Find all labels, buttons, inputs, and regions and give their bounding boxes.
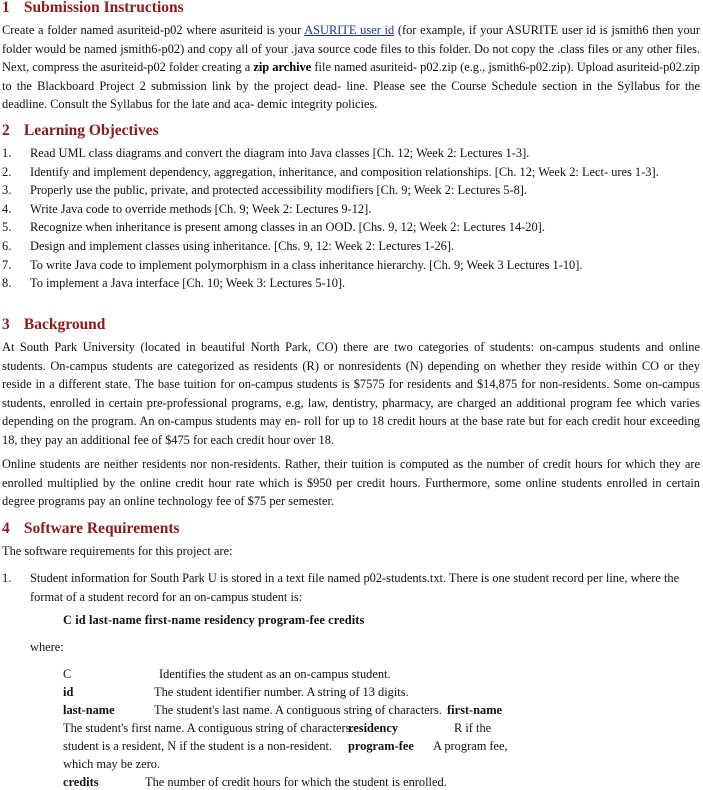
objective-item [2,200,700,219]
objective-text: Properly use the public, private, and protected accessibility modifiers [Ch. 9; Week 2: Lectures 5-8]. [30,183,528,198]
objective-item [2,237,700,256]
field-desc-first-name: The student's first name. A contiguous string of characters. [63,721,354,735]
field-name-c: C [63,667,72,681]
section-heading-objectives [2,122,159,140]
requirement-item-1 [2,569,702,606]
background-paragraph-1: At South Park University (located in beautiful North Park, CO) there are two categories of students: on-campus students and online students. On-campus students are categorized as residents (R) or nonresidents (N) depending on whether they reside within CO or they reside in a different state. The base tuition for on-campus students is $7575 for residents and $14,875 for non-residents. Some on-campus students, enrolled in certain pre-professional programs, e.g, law, dentistry, pharmacy, are charged an additional program fee which varies depending on the program. An on-campus students may en- roll for up to 18 credit hours at the base rate but for each credit hour exceeding 18, they pay an additional fee of $475 for each credit hour over 18. [2,340,700,447]
section-heading-submission [2,0,184,17]
field-name-first-name: first-name [447,703,503,717]
objective-item [2,274,700,293]
section-number: 4 [2,520,10,537]
section-title: Learning Objectives [23,122,159,139]
section-number: 3 [2,316,10,333]
objectives-list [2,144,700,293]
submission-text-middle: (for example, if your ASURITE user id is jsmith6 then your folder would be named jsmith6-p02) and copy all of your .java source code files to this folder. Do not copy the .class files or any other files. Next, compress the asuriteid-p02 folder creating a [2,23,700,75]
where-label: where: [30,640,64,654]
objective-item [2,181,700,200]
requirements-intro: The software requirements for this project are: [2,544,233,558]
requirement-number: 1. [2,571,12,585]
field-desc-residency-rest: student is a resident, N if the student is a non-resident. [63,739,333,753]
background-paragraph-2: Online students are neither residents nor non-residents. Rather, their tuition is computed as the number of credit hours for which they are enrolled multiplied by the online credit hour rate which is $950 per credit hours. Furthermore, some online students enrolled in certain degree programs pay an online technology fee of $75 per semester. [2,457,700,509]
objective-text: To write Java code to implement polymorphism in a class inheritance hierarchy. [Ch. 9; Week 3 Lectures 1-10]. [30,257,583,272]
field-desc-c: Identifies the student as an on-campus student. [159,667,391,681]
section-heading-background [2,316,105,334]
objective-text: Read UML class diagrams and convert the diagram into Java classes [Ch. 12; Week 2: Lectures 1-3]. [30,146,530,160]
field-name-last-name: last-name [63,703,115,717]
objective-number: 2. [2,164,12,179]
field-desc-credits: The number of credit hours for which the student is enrolled. [145,775,447,789]
submission-text-start: Create a folder named asuriteid-p02 where asuriteid is your [2,23,305,37]
section-title: Background [23,316,106,333]
objective-item [2,218,700,237]
section-title: Software Requirements [23,520,180,537]
objective-number: 7. [2,257,12,272]
field-desc-residency-start: R if the [454,721,492,735]
objective-item [2,256,700,275]
objective-text: Write Java code to override methods [Ch. 9; Week 2: Lectures 9-12]. [30,201,372,216]
objective-text: Design and implement classes using inheritance. [Chs. 9, 12: Week 2: Lectures 1-26]. [30,238,455,253]
submission-text-end: file named asuriteid- p02.zip (e.g., jsmith6-p02.zip). Upload asuriteid-p02.zip to the Blackboard Project 2 submission link by the project dead- line. Please see the Course Schedule section in the Syllabus for the deadline. Consult the Syllabus for the late and aca- demic integrity policies. [2,60,700,112]
objective-text: Identify and implement dependency, aggregation, inheritance, and composition relationships. [Ch. 12; Week 2: Lect- ures 1-3]. [30,164,659,179]
field-desc-id: The student identifier number. A string of 13 digits. [154,685,409,699]
field-name-credits: credits [63,775,99,789]
asurite-user-id-link[interactable]: ASURITE user id [304,23,395,37]
field-desc-program-fee-rest: which may be zero. [63,757,161,771]
field-name-program-fee: program-fee [348,739,414,753]
objective-number: 4. [2,201,12,216]
objective-number: 5. [2,220,12,235]
section-number: 1 [2,0,10,16]
objective-item [2,163,700,182]
section-number: 2 [2,122,10,139]
section-title: Submission Instructions [23,0,184,16]
field-desc-program-fee-start: A program fee, [433,739,508,753]
objective-item [2,144,700,163]
objective-number: 6. [2,238,12,253]
objective-number: 8. [2,276,12,291]
requirement-text: Student information for South Park U is stored in a text file named p02-students.txt. There is one student record per line, where the format of a student record for an on-campus student is: [30,571,680,604]
objective-number: 3. [2,183,12,198]
field-desc-last-name: The student's last name. A contiguous string of characters. [154,703,442,717]
section-heading-software-requirements [2,520,180,538]
zip-archive-bold: zip archive [253,60,312,75]
submission-paragraph [2,21,700,114]
field-name-id: id [63,685,74,699]
objective-text: To implement a Java interface [Ch. 10; Week 3: Lectures 5-10]. [30,276,346,291]
objective-text: Recognize when inheritance is present among classes in an OOD. [Chs. 9, 12; Week 2: Lectures 14-20]. [30,220,545,235]
objective-number: 1. [2,146,12,160]
record-format: C id last-name first-name residency program-fee credits [63,613,365,627]
field-name-residency: residency [348,721,399,735]
